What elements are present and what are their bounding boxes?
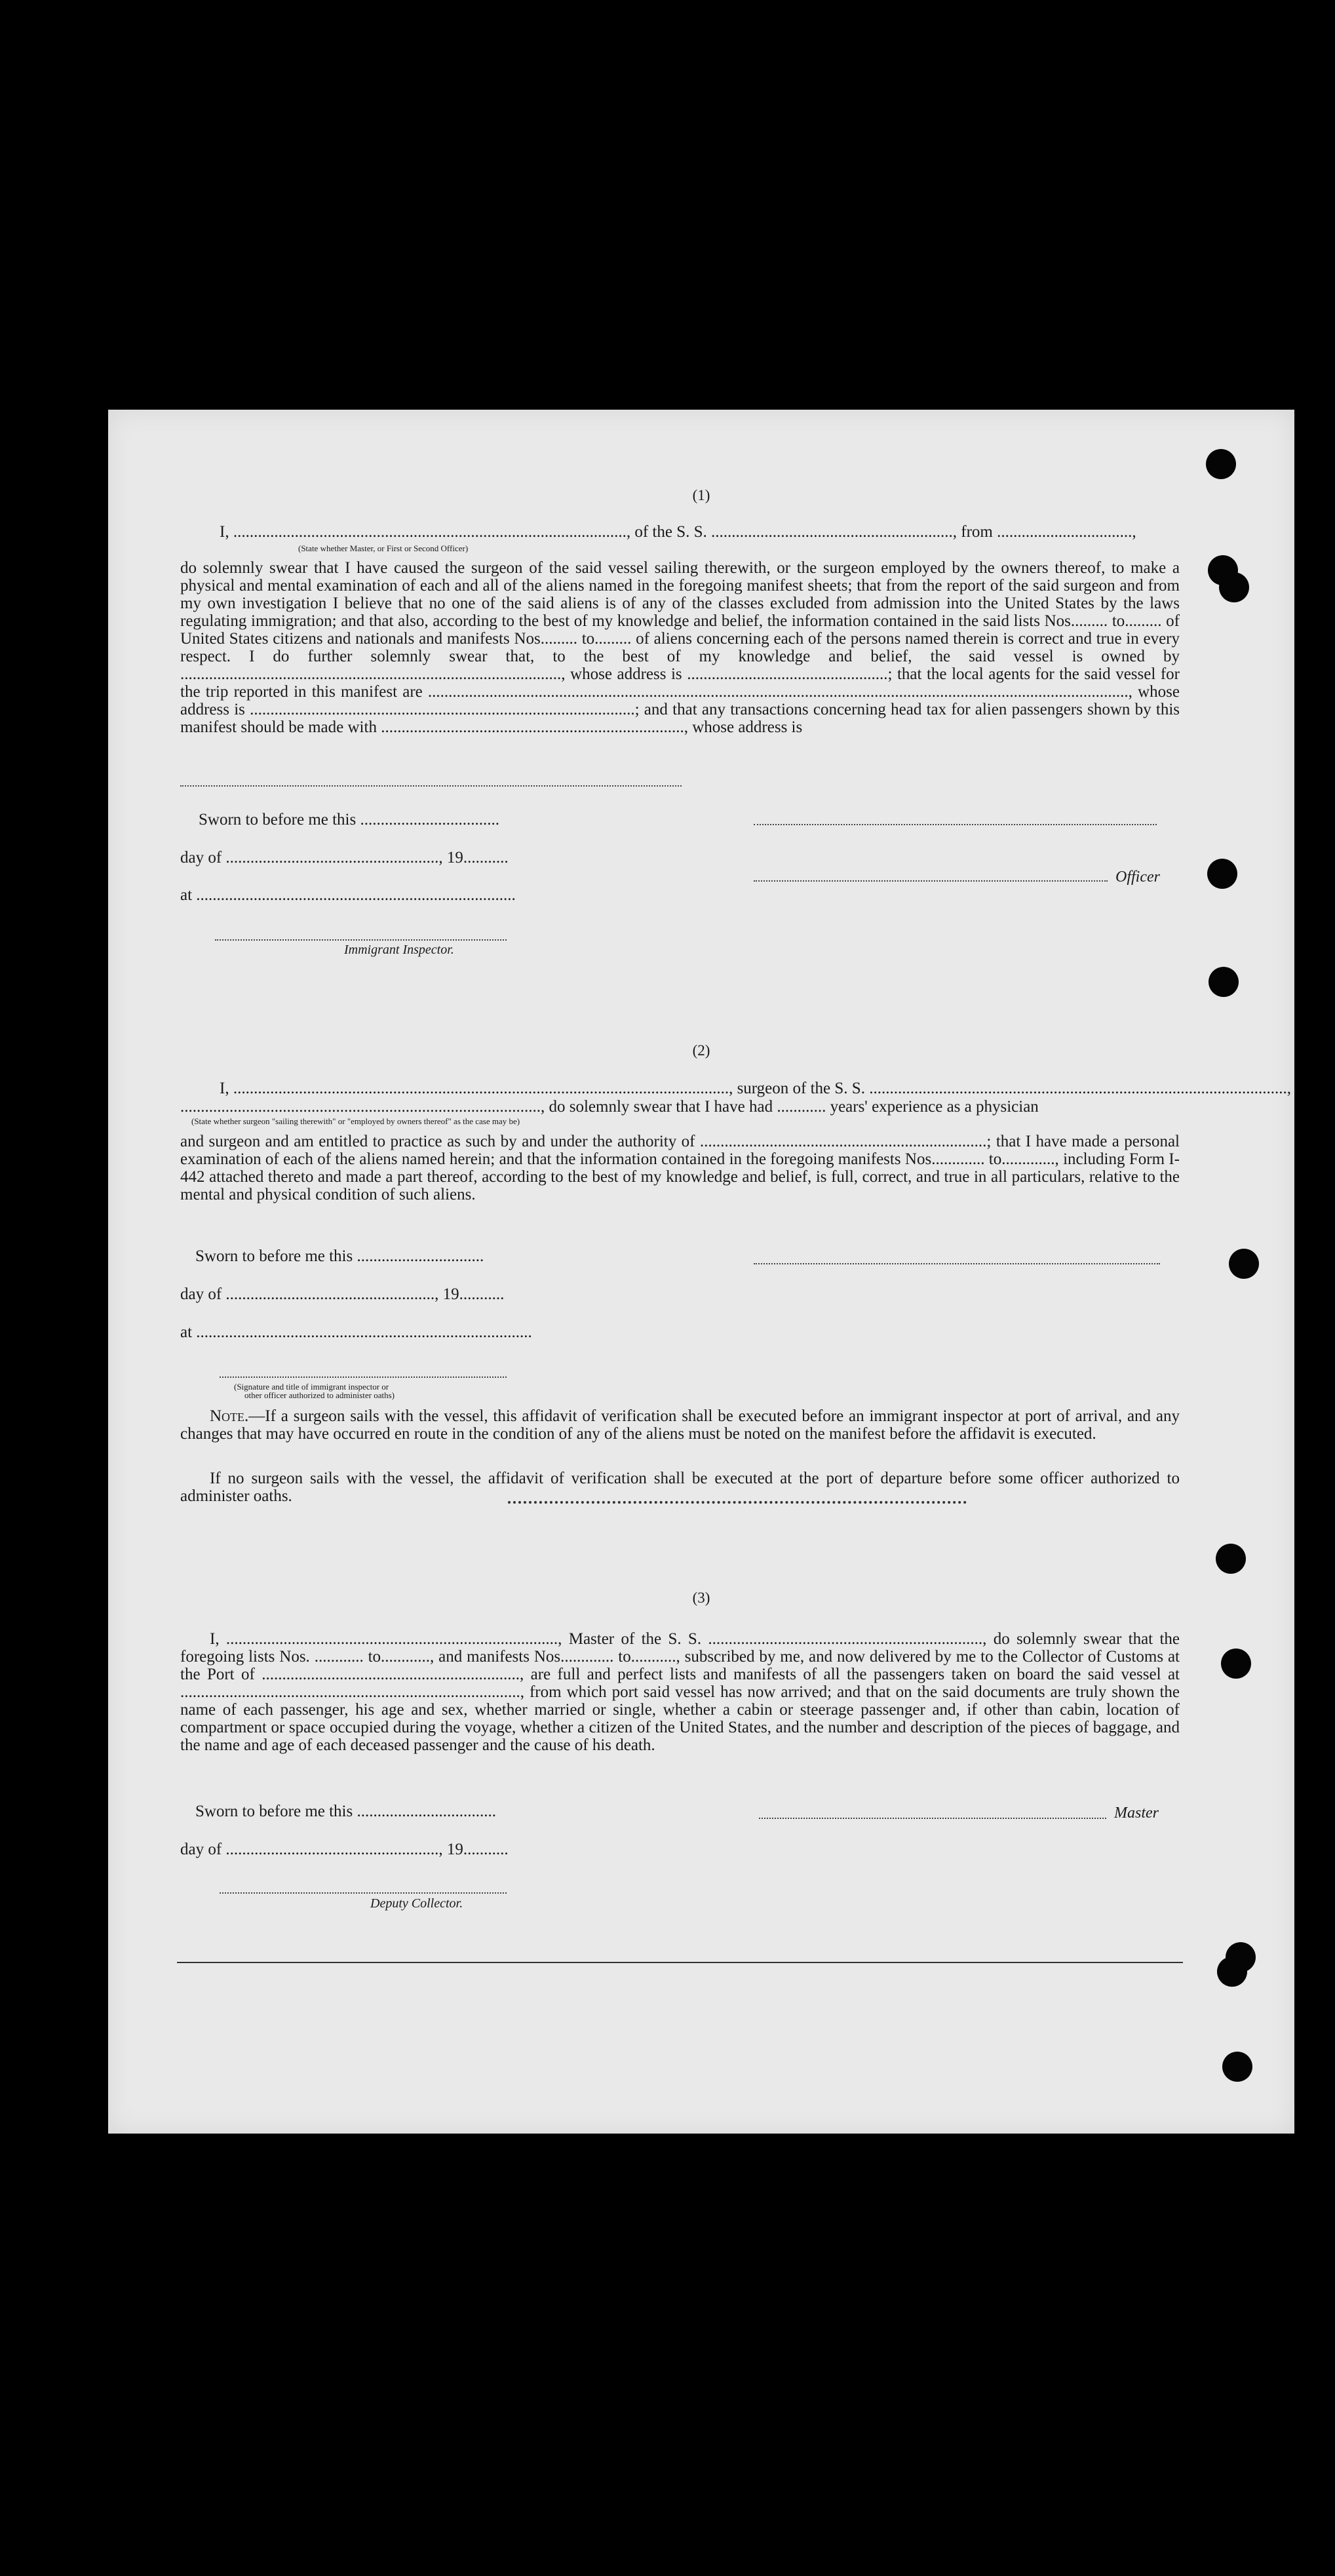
section-2-line2: ........................................................................................, do solemnly swear that I have had ............ years' experience as a physician xyxy=(180,1098,1039,1116)
section-3-body: I, ................................................................................., Master of the S. S. ..................................................................., do solemnly swear that the foregoing lists Nos. ............ to............, and manifests Nos............. to..........., subscribed by me, and now delivered by me to the Collector of Customs at the Port of ..............................................................., are full and perfect lists and manifests of all the passengers taken on board the said vessel at ..................................................................................., from which port said vessel has now arrived; and that on the said documents are truly shown the name of each passenger, his age and sex, whether married or single, whether a cabin or steerage passenger and, if other than cabin, location of compartment or space occupied during the voyage, whether a citizen of the United States, and the number and description of the pieces of baggage, and the name and age of each deceased passenger and the cause of his death. xyxy=(180,1630,1180,1754)
surgeon-signature-line xyxy=(754,1263,1160,1264)
officer-line xyxy=(754,880,1108,882)
punch-hole xyxy=(1219,572,1249,602)
section-2-sworn: Sworn to before me this ............................... xyxy=(195,1247,484,1265)
note-dotted-line xyxy=(508,1501,967,1504)
note-paragraph-2: If no surgeon sails with the vessel, the affidavit of verification shall be executed at the port of departure before some officer authorized to administer oaths. xyxy=(180,1470,1180,1505)
section-1-line1: I, ................................................................................................, of the S. S. ..........................................................., from ................................., xyxy=(220,523,1136,541)
master-signature-line xyxy=(759,1818,1106,1819)
section-1-at: at .............................................................................. xyxy=(180,886,516,904)
deputy-collector-label: Deputy Collector. xyxy=(370,1896,463,1911)
signature-caption-1: (Signature and title of immigrant inspector or xyxy=(234,1382,389,1392)
punch-hole xyxy=(1209,967,1239,997)
section-1-caption: (State whether Master, or First or Second Officer) xyxy=(298,543,469,553)
signature-caption-2: other officer authorized to administer oaths) xyxy=(244,1390,395,1400)
inspector-signature-line xyxy=(215,939,507,941)
officer-signature-line xyxy=(754,824,1157,825)
section-2-caption: (State whether surgeon "sailing therewith" or "employed by owners thereof" as the case may be) xyxy=(191,1116,520,1126)
section-3-number: (3) xyxy=(692,1590,710,1606)
section-1-body: do solemnly swear that I have caused the surgeon of the said vessel sailing therewith, or the surgeon employed by the owners thereof, to make a physical and mental examination of each and all of the aliens named in the foregoing manifest sheets; that from the report of the said surgeon and from my own investigation I believe that no one of the said aliens is of any of the classes excluded from admission into the United States by the laws regulating immigration; and that also, according to the best of my knowledge and belief, the information contained in the said lists Nos......... to......... of United States citizens and nationals and manifests Nos......... to......... of aliens concerning each of the persons named therein is correct and true in every respect. I do further solemnly swear that, to the best of my knowledge and belief, the said vessel is owned by ............................................................................................., whose address is .................................................; that the local agents for the said vessel for the trip reported in this manifest are ..........................................................................................................................................................................., whose address is ..............................................................................................; and that any transactions concerning head tax for alien passengers shown by this manifest should be made with .........................................................................., whose address is xyxy=(180,559,1180,736)
section-2-line1: I, ........................................................................................................................., surgeon of the S. S. ......................................................................................................, xyxy=(220,1080,1291,1097)
section-2-body: and surgeon and am entitled to practice as such by and under the authority of ......................................................................; that I have made a personal examination of each of the aliens named herein; and that the information contained in the foregoing manifests Nos............. to............., including Form I-442 attached thereto and made a part thereof, according to the best of my knowledge and belief, is full, correct, and true in all particulars, relative to the mental and physical condition of such aliens. xyxy=(180,1133,1180,1203)
officer-signature-line-2 xyxy=(220,1376,507,1378)
punch-hole xyxy=(1229,1249,1259,1279)
deputy-signature-line xyxy=(220,1892,507,1894)
punch-hole xyxy=(1206,449,1236,479)
section-3-sworn: Sworn to before me this .................................. xyxy=(195,1803,496,1820)
master-label: Master xyxy=(1114,1805,1159,1822)
section-1-number: (1) xyxy=(692,487,710,503)
punch-hole xyxy=(1217,1957,1247,1987)
note-label: Note. xyxy=(210,1407,249,1425)
section-1-rule xyxy=(180,785,682,787)
section-3-day: day of ...................................................., 19........... xyxy=(180,1841,509,1858)
note-text: —If a surgeon sails with the vessel, this affidavit of verification shall be executed before an immigrant inspector at port of arrival, and any changes that may have occurred en route in the condition of any of the aliens must be noted on the manifest before the affidavit is executed. xyxy=(180,1407,1180,1443)
punch-hole xyxy=(1221,1649,1251,1679)
punch-hole xyxy=(1216,1544,1246,1574)
section-2-at: at .................................................................................. xyxy=(180,1323,532,1341)
section-1-sworn: Sworn to before me this .................................. xyxy=(199,811,499,829)
section-2-day: day of ..................................................., 19........... xyxy=(180,1285,505,1303)
section-2-number: (2) xyxy=(692,1042,710,1059)
note-paragraph xyxy=(180,1407,1180,1443)
officer-label: Officer xyxy=(1115,868,1160,886)
section-1-day: day of ...................................................., 19........... xyxy=(180,849,509,867)
punch-hole xyxy=(1222,2052,1252,2082)
immigrant-inspector-label: Immigrant Inspector. xyxy=(344,943,454,957)
bottom-rule xyxy=(177,1962,1183,1963)
manifest-page xyxy=(108,410,1294,2134)
punch-hole xyxy=(1207,859,1237,889)
